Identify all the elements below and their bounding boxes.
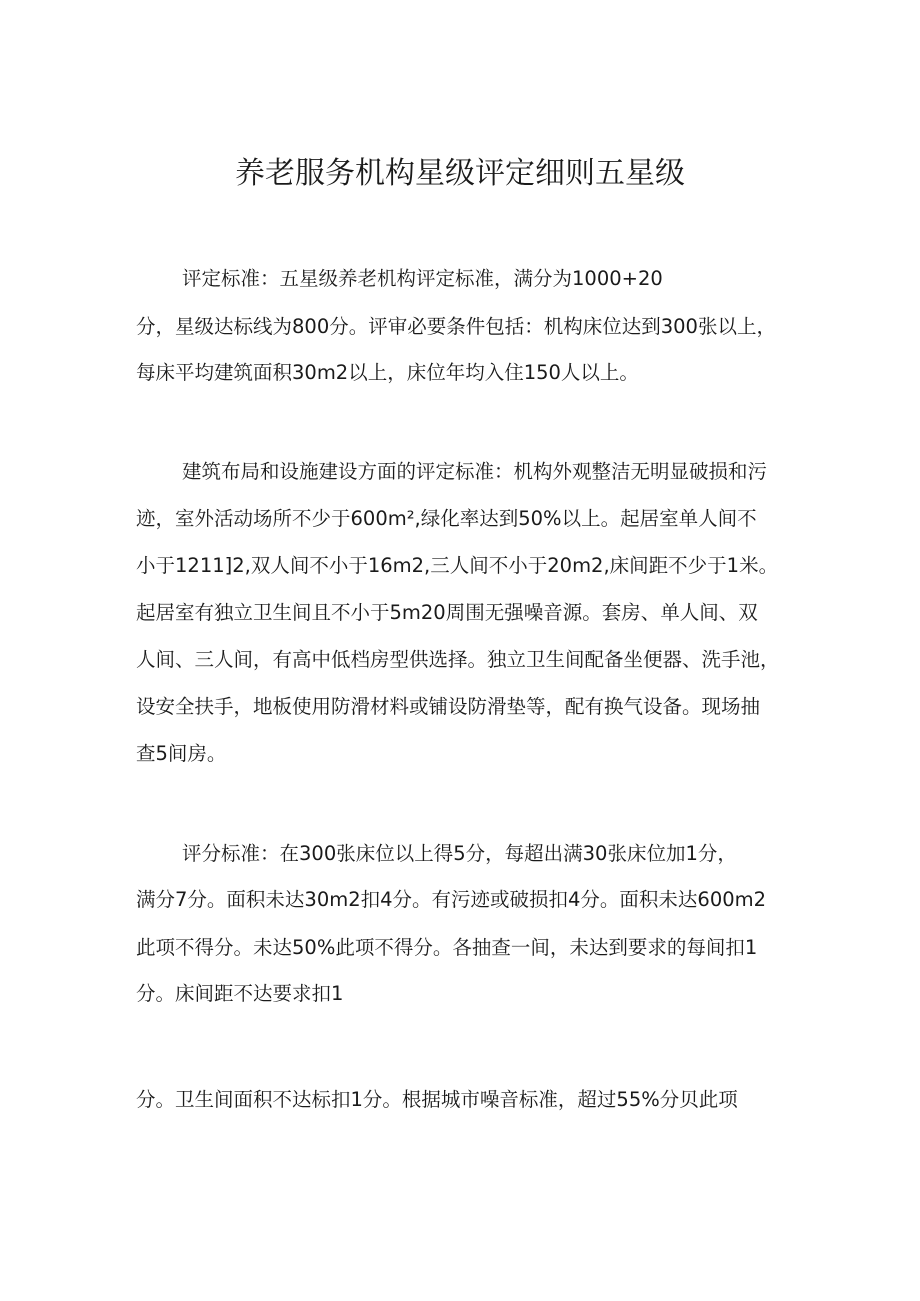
document-title: 养老服务机构星级评定细则五星级	[235, 156, 685, 191]
paragraph-line: 每床平均建筑面积30m2以上，床位年均入住150人以上。	[136, 361, 639, 384]
paragraph-line: 迹，室外活动场所不少于600m²,绿化率达到50%以上。起居室单人间不	[136, 507, 757, 530]
paragraph-line: 小于1211]2,双人间不小于16m2,三人间不小于20m2,床间距不少于1米。	[136, 554, 779, 577]
paragraph-line: 分。卫生间面积不达标扣1分。根据城市噪音标准，超过55%分贝此项	[136, 1088, 738, 1111]
paragraph-line: 评定标准：五星级养老机构评定标准，满分为1000+20	[182, 267, 663, 290]
paragraph-line: 评分标准：在300张床位以上得5分，每超出满30张床位加1分，	[182, 842, 737, 865]
paragraph-line: 分，星级达标线为800分。评审必要条件包括：机构床位达到300张以上，	[136, 315, 776, 338]
paragraph-line: 分。床间距不达要求扣1	[136, 982, 344, 1005]
paragraph-line: 此项不得分。未达50%此项不得分。各抽查一间，未达到要求的每间扣1	[136, 936, 758, 959]
paragraph-line: 查5间房。	[136, 742, 227, 765]
paragraph-line: 起居室有独立卫生间且不小于5m20周围无强噪音源。套房、单人间、双	[136, 601, 758, 624]
paragraph-line: 设安全扶手，地板使用防滑材料或铺设防滑垫等，配有换气设备。现场抽	[136, 695, 761, 718]
paragraph-line: 满分7分。面积未达30m2扣4分。有污迹或破损扣4分。面积未达600m2	[136, 888, 767, 911]
paragraph-line: 人间、三人间，有高中低档房型供选择。独立卫生间配备坐便器、洗手池，	[136, 648, 780, 671]
paragraph-line: 建筑布局和设施建设方面的评定标准：机构外观整洁无明显破损和污	[182, 460, 768, 483]
